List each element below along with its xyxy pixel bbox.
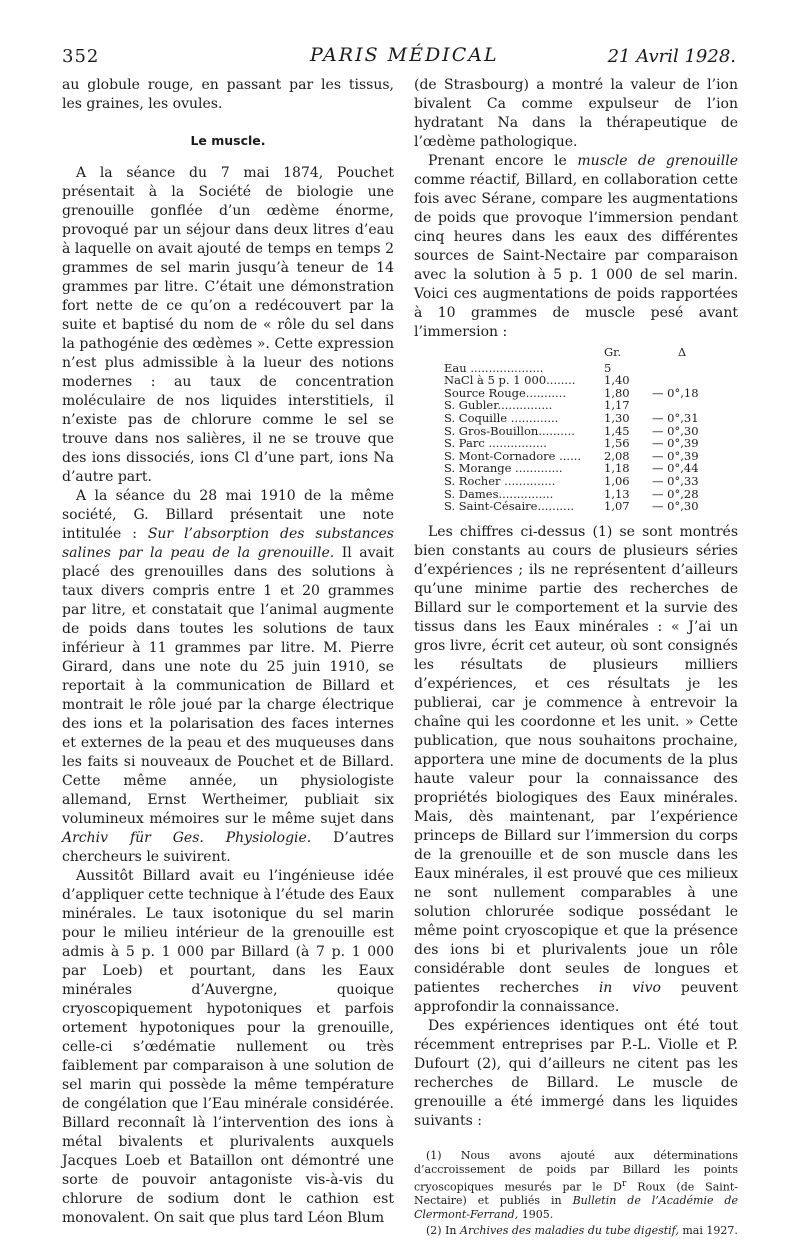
paragraph: Aussitôt Billard avait eu l’ingénieuse idée d’appliquer cette technique à l’étude des Eaux minérales. Le taux isotonique du sel marin pour le milieu intérieur de la grenouille est admis à 5 p. 1 000 par Billard (à 7 p. 1 000 par Loeb) et pourtant, dans les Eaux minérales d’Auvergne, quoique cryoscopiquement hypotoniques et parfois ortement hypotoniques pour la grenouille, celle-ci s’œdématie nullement ou très faiblement par comparaison à une solution de sel marin qui possède la même température de congélation que l’Eau minérale considérée. Billard reconnaît là l’intervention des ions à métal bivalents et plurivalents auxquels Jacques Loeb et Bataillon ont démontré une sorte de pouvoir antagoniste vis-à-vis du chlorure de sodium dont le cathion est monovalent. On sait que plus tard Léon Blum — [62, 868, 394, 1226]
paragraph: Prenant encore le muscle de grenouille comme réactif, Billard, en collaboration cette fois avec Sérane, compare les augmentations de poids que provoque l’immersion pendant cinq heures dans les eaux des différentes sources de Saint-Nectaire par comparaison avec la solution à 5 p. 1 000 de sel marin. Voici ces augmentations de poids rapportées à 10 grammes de muscle pesé avant l’immersion : — [414, 153, 738, 340]
weight-table — [444, 346, 712, 513]
row-label: S. Parc ................ — [444, 436, 547, 451]
table-row — [444, 374, 712, 387]
paragraph: au globule rouge, en passant par les tissus, les graines, les ovules. — [62, 77, 394, 112]
row-delta — [652, 362, 712, 375]
paragraph: Des expériences identiques ont été tout récemment entreprises par P.-L. Violle et P. Dufourt (2), qui d’ailleurs ne citent pas les recherches de Billard. Le muscle de grenouille a été immergé dans les liquides suivants : — [414, 1017, 738, 1129]
row-gr: 2,08 — [604, 448, 630, 463]
row-gr: 1,18 — [604, 461, 630, 476]
row-delta: — 0°,31 — [652, 410, 699, 425]
paragraph: Les chiffres ci-dessus (1) se sont montrés bien constants au cours de plusieurs séries d’expériences ; ils ne représentent d’ailleurs qu’une minime partie des recherches de Billard sur le comportement et la survie des tissus dans les Eaux minérales : « J’ai un gros livre, écrit cet auteur, où sont consignés les résultats de plusieurs milliers d’expériences, et ces résultats je les publierai, car je commence à entrevoir la chaîne qui les coordonne et les unit. » Cette publication, que nous souhaitons prochaine, apportera une mine de documents de la plus haute valeur pour la connaissance des propriétés biologiques des Eaux minérales. Mais, dès maintenant, par l’expérience princeps de Billard sur l’immersion du corps de la grenouille et de son muscle dans les Eaux minérales, il est prouvé que ces milieux ne sont nullement comparables à une solution chlorurée sodique possédant le même point cryoscopique et que la présence des ions bi et plurivalents joue un rôle considérable dont seules de longues et patientes recherches in vivo peuvent approfondir la connaissance. — [414, 523, 738, 1015]
journal-reference: Archiv für Ges. Physiologie. — [62, 830, 312, 846]
paragraph: A la séance du 7 mai 1874, Pouchet présentait à la Société de biologie une grenouille gonflée d’un œdème énorme, provoqué par un séjour dans deux litres d’eau à laquelle on avait ajouté de temps en temps 2 grammes de sel marin jusqu’à teneur de 14 grammes par litre. C’était une démonstration fort nette de ce qu’on a redécouvert par la suite et baptisé du nom de « rôle du sel dans la pathogénie des œdèmes ». Cette expression n’est plus admissible à la lueur des notions modernes : au taux de concentration moléculaire de nos liquides interstitiels, il n’existe pas de chlorure comme le sel se trouve dans nos salières, il ne se trouve que des ions dissociés, ions Cl d’une part, ions Na d’autre part. — [62, 165, 394, 485]
row-gr: 1,30 — [604, 410, 630, 425]
row-delta: — 0°,44 — [652, 461, 699, 476]
row-label: S. Gubler............... — [444, 398, 553, 413]
right-column — [414, 76, 738, 1240]
row-label: Eau .................... — [444, 360, 544, 375]
table-header-gr: Gr. — [604, 345, 622, 359]
row-gr: 1,80 — [604, 385, 630, 400]
left-column — [62, 76, 394, 1228]
table-row — [444, 500, 712, 513]
row-delta: — 0°,39 — [652, 448, 699, 463]
row-gr: 1,06 — [604, 473, 630, 488]
row-delta: — 0°,33 — [652, 473, 699, 488]
row-delta: — 0°,18 — [652, 385, 699, 400]
table-header-delta: Δ — [677, 345, 687, 359]
row-label: Source Rouge........... — [444, 385, 566, 400]
journal-title: PARIS MÉDICAL — [310, 44, 499, 66]
footnotes — [414, 1149, 738, 1239]
row-delta — [652, 374, 712, 387]
paragraph: A la séance du 28 mai 1910 de la même société, G. Billard présentait une note intitulée : Sur l’absorption des substances salines par la peau de la grenouille. Il avait placé des grenouilles dans des solutions à taux divers compris entre 1 et 20 grammes par litre, et constatait que l’animal augmente de poids dans toutes les solutions de taux inférieur à 11 grammes par litre. M. Pierre Girard, dans une note du 25 juin 1910, se reportait à la communication de Billard et montrait le rôle joué par la charge électrique des ions et la polarisation des faces internes et externes de la peau et des muqueuses dans les faits si nouveaux de Pouchet et de Billard. Cette même année, un physiologiste allemand, Ernst Wertheimer, publiait six volumineux mémoires sur le même sujet dans Archiv für Ges. Physiologie. D’autres chercheurs le suivirent. — [62, 488, 394, 865]
row-label: S. Saint-Césaire.......... — [444, 499, 575, 514]
table-row — [444, 475, 712, 488]
row-label: S. Coquille ............. — [444, 410, 559, 425]
row-delta: — 0°,39 — [652, 436, 699, 451]
row-gr: 1,40 — [604, 373, 630, 388]
row-gr: 1,13 — [604, 486, 630, 501]
row-delta: — 0°,30 — [652, 499, 699, 514]
table-row — [444, 437, 712, 450]
section-title: Le muscle. — [190, 133, 266, 148]
page-number: 352 — [62, 46, 100, 67]
row-label: NaCl à 5 p. 1 000........ — [444, 373, 576, 388]
footnote-2: (2) In Archives des maladies du tube digestif, mai 1927. — [426, 1224, 738, 1238]
table-row — [444, 412, 712, 425]
row-gr: 1,56 — [604, 436, 630, 451]
emphasis: in vivo — [598, 979, 661, 996]
row-delta: — 0°,28 — [652, 486, 699, 501]
row-gr: 1,07 — [604, 499, 630, 514]
row-label: S. Mont-Cornadore ...... — [444, 448, 582, 463]
row-gr: 1,45 — [604, 423, 630, 438]
emphasis: muscle de grenouille — [577, 153, 738, 169]
row-label: S. Morange ............. — [444, 461, 563, 476]
issue-date: 21 Avril 1928. — [607, 46, 736, 67]
running-header — [0, 38, 800, 78]
row-gr: 1,17 — [604, 398, 630, 413]
row-label: S. Rocher .............. — [444, 473, 556, 488]
row-label: S. Dames............... — [444, 486, 554, 501]
row-delta: — 0°,30 — [652, 423, 699, 438]
row-gr: 5 — [604, 360, 612, 375]
note-title: Sur l’absorption des substances salines par la peau de la grenouille. — [62, 526, 394, 561]
row-label: S. Gros-Bouillon.......... — [444, 423, 575, 438]
paragraph: (de Strasbourg) a montré la valeur de l’ion bivalent Ca comme expulseur de l’ion hydratant Na dans la thérapeutique de l’œdème pathologique. — [414, 77, 738, 150]
footnote-1: (1) Nous avons ajouté aux déterminations d’accroissement de poids par Billard les points cryoscopiques mesurés par le $D^r$ Roux (de Saint-Nectaire) et publiés in Bulletin de l’Académie de Clermont-Ferrand, 1905. — [414, 1148, 738, 1222]
